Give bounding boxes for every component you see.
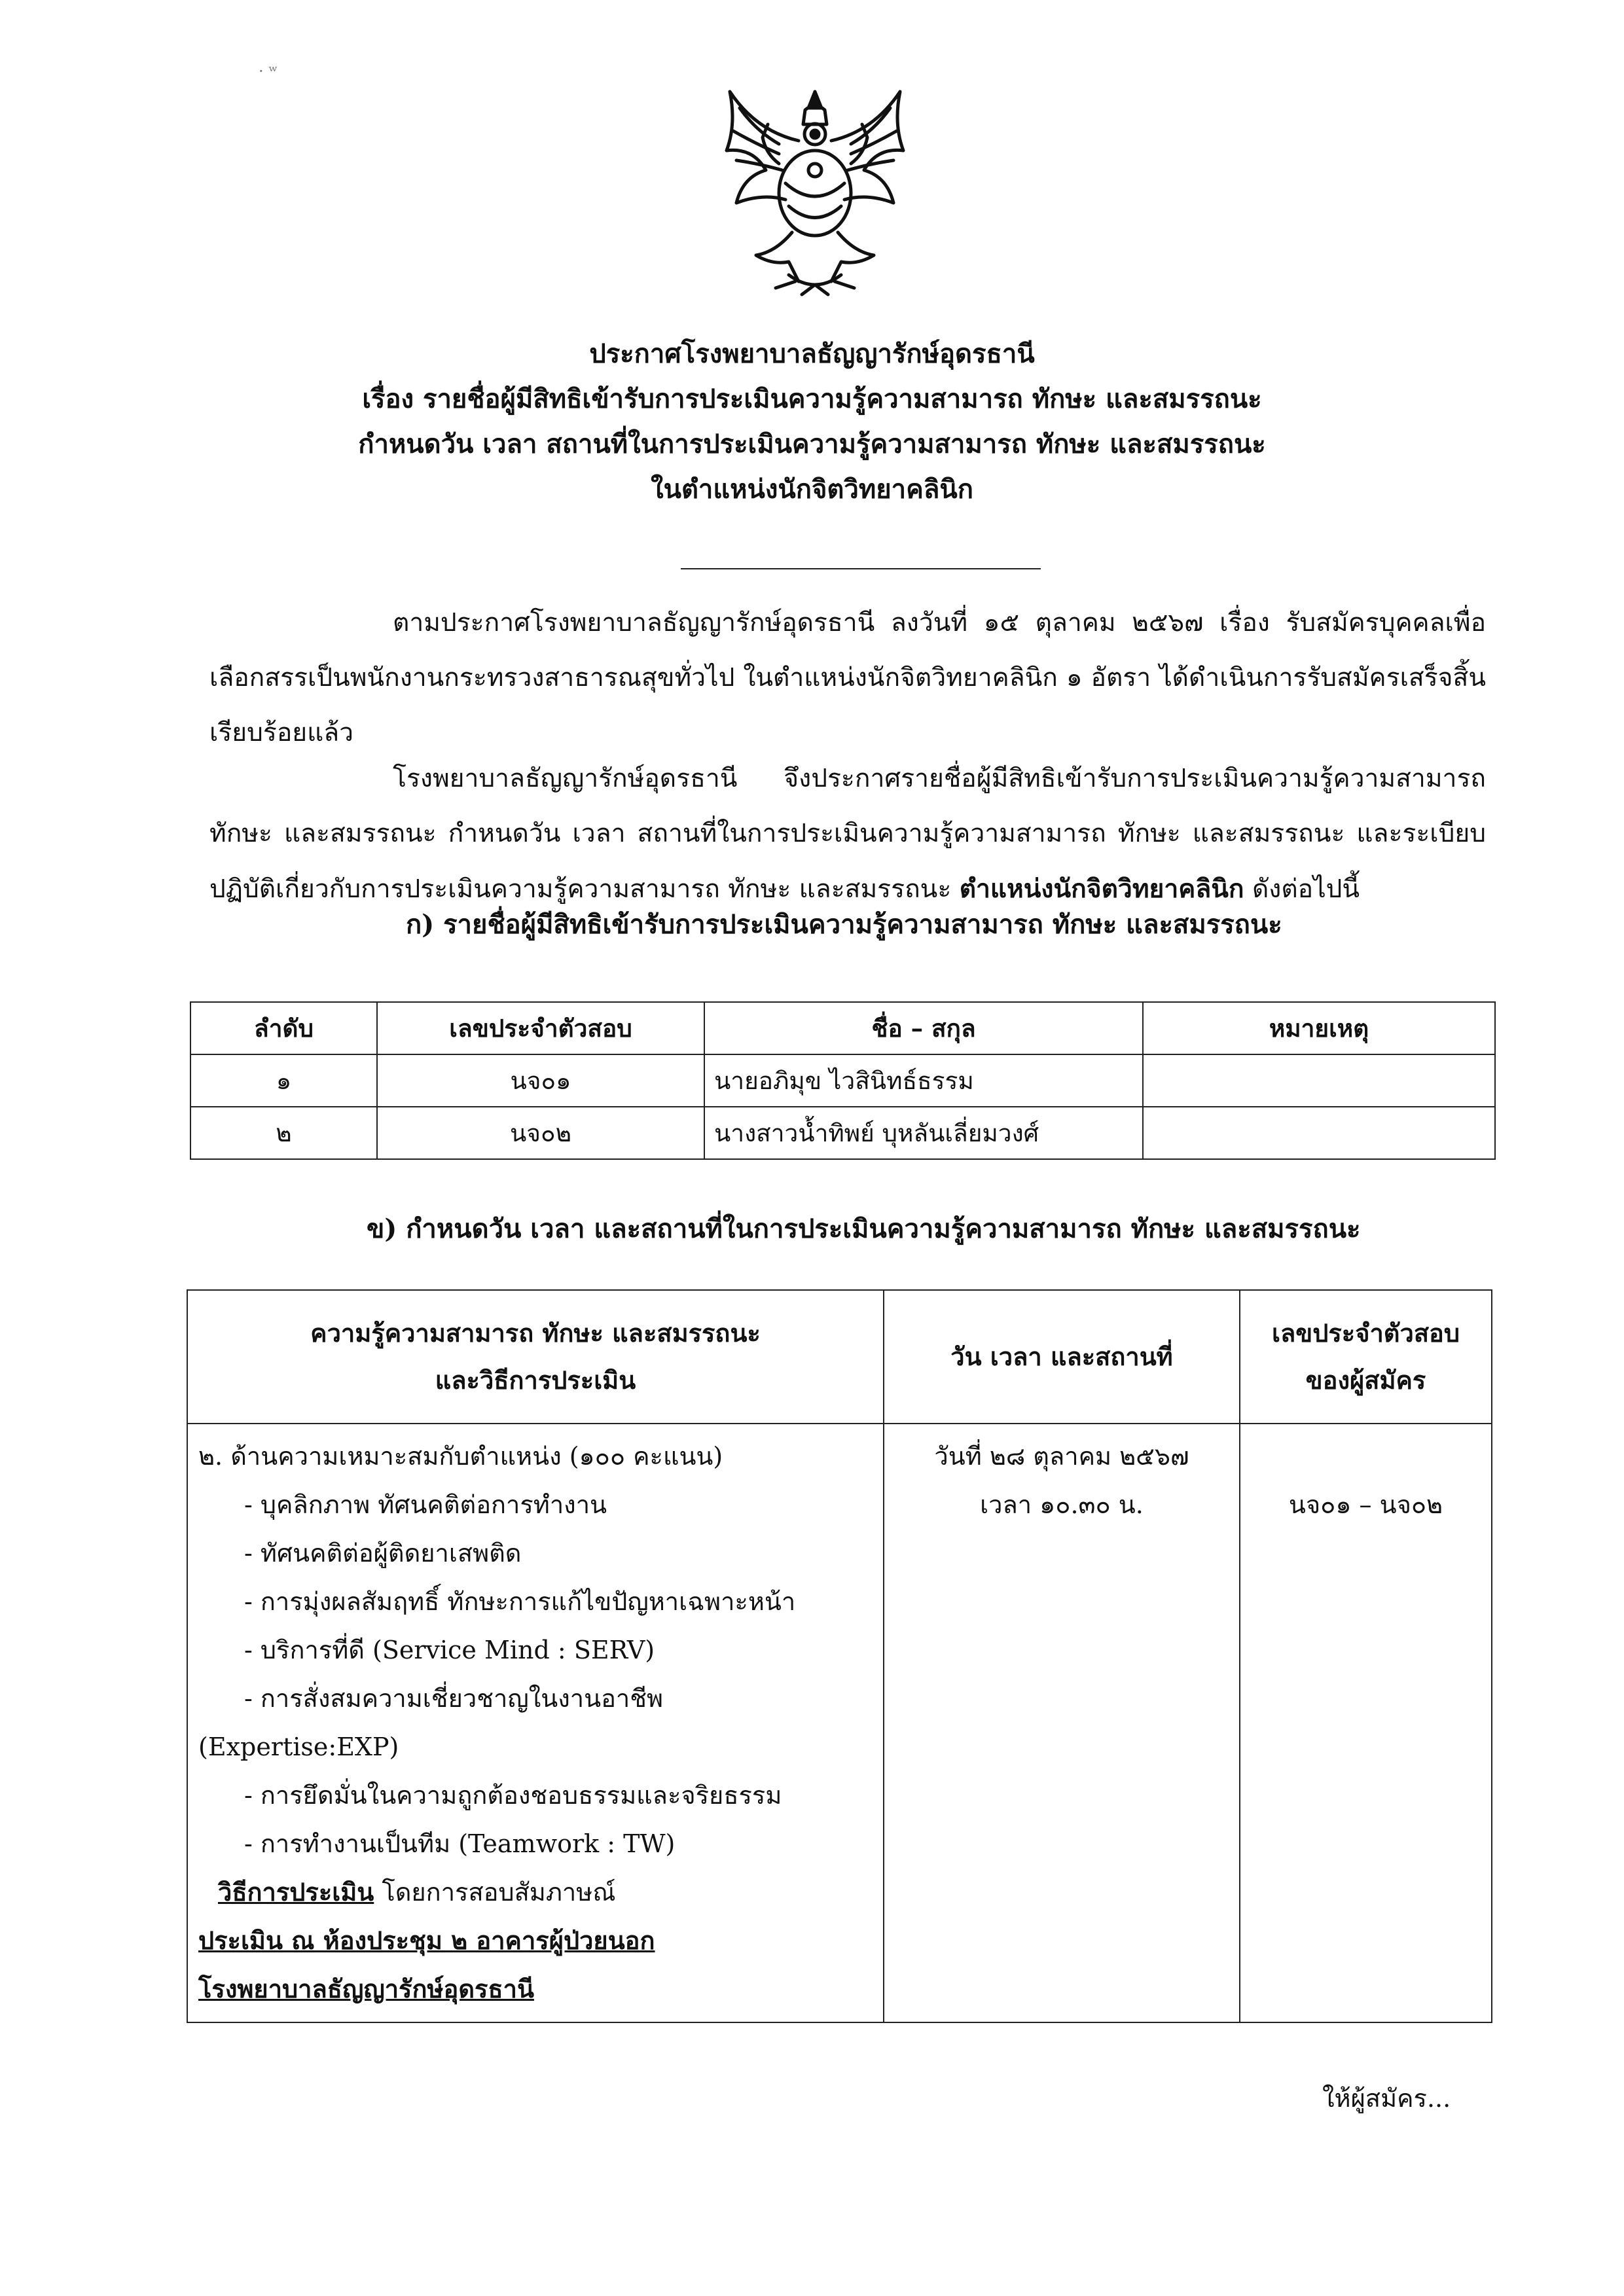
list-item: - การสั่งสมความเชี่ยวชาญในงานอาชีพ xyxy=(244,1684,664,1713)
cell-id: นจ๐๒ xyxy=(377,1107,704,1159)
table-row xyxy=(190,1107,1495,1159)
method-line: วิธีการประเมิน โดยการสอบสัมภาษณ์ xyxy=(218,1877,616,1907)
exam-time: เวลา ๑๐.๓๐ น. xyxy=(980,1490,1144,1519)
column-header-criteria: ความรู้ความสามารถ ทักษะ และสมรรถนะ และวิธีการประเมิน xyxy=(187,1290,884,1424)
table-header-row xyxy=(190,1002,1495,1054)
list-item: - การทำงานเป็นทีม (Teamwork : TW) xyxy=(244,1829,676,1858)
list-item: - บริการที่ดี (Service Mind : SERV) xyxy=(244,1636,655,1664)
place-line: ประเมิน ณ ห้องประชุม ๒ อาคารผู้ป่วยนอก xyxy=(198,1926,655,1955)
garuda-emblem-icon xyxy=(717,79,913,304)
divider xyxy=(681,568,1041,569)
exam-ids: นจ๐๑ – นจ๐๒ xyxy=(1288,1490,1443,1519)
criteria-cell xyxy=(187,1424,884,2022)
candidate-table xyxy=(190,1001,1496,1160)
topic: ๒. ด้านความเหมาะสมกับตำแหน่ง (๑๐๐ คะแนน) xyxy=(198,1442,723,1471)
cell-name: นายอภิมุข ไวสินิทธ์ธรรม xyxy=(704,1054,1143,1107)
column-header-datetime: วัน เวลา และสถานที่ xyxy=(884,1290,1240,1424)
column-header: ลำดับ xyxy=(190,1002,377,1054)
cell-note xyxy=(1143,1107,1495,1159)
subject-line-2: กำหนดวัน เวลา สถานที่ในการประเมินความรู้ความสามารถ ทักษะ และสมรรถนะ xyxy=(358,429,1266,459)
datetime-cell xyxy=(884,1424,1240,2022)
list-item: - ทัศนคติต่อผู้ติดยาเสพติด xyxy=(244,1539,522,1568)
scan-mark: · ʷ xyxy=(259,62,278,81)
list-item: - การยึดมั่นในความถูกต้องชอบธรรมและจริยธรรม xyxy=(244,1781,782,1810)
table-row xyxy=(187,1424,1492,2022)
exam-date: วันที่ ๒๘ ตุลาคม ๒๕๖๗ xyxy=(934,1442,1189,1471)
cell-name: นางสาวน้ำทิพย์ บุหลันเลี่ยมวงศ์ xyxy=(704,1107,1143,1159)
cell-id: นจ๐๑ xyxy=(377,1054,704,1107)
schedule-table xyxy=(187,1289,1492,2023)
continuation-note: ให้ผู้สมัคร... xyxy=(1322,2084,1451,2113)
cell-note xyxy=(1143,1054,1495,1107)
column-header: ชื่อ – สกุล xyxy=(704,1002,1143,1054)
cell-no: ๑ xyxy=(190,1054,377,1107)
list-item: - การมุ่งผลสัมฤทธิ์ ทักษะการแก้ไขปัญหาเฉพาะหน้า xyxy=(244,1587,796,1616)
subject-line: เรื่อง รายชื่อผู้มีสิทธิเข้ารับการประเมินความรู้ความสามารถ ทักษะ และสมรรถนะ xyxy=(362,384,1262,414)
column-header: เลขประจำตัวสอบ xyxy=(377,1002,704,1054)
list-item: - บุคลิกภาพ ทัศนคติต่อการทำงาน xyxy=(244,1490,607,1519)
method-label: วิธีการประเมิน xyxy=(218,1877,374,1907)
subject-position: ในตำแหน่งนักจิตวิทยาคลินิก xyxy=(651,474,973,505)
table-row xyxy=(190,1054,1495,1107)
cell-no: ๒ xyxy=(190,1107,377,1159)
section-b-heading: ข) กำหนดวัน เวลา และสถานที่ในการประเมินความรู้ความสามารถ ทักษะ และสมรรถนะ xyxy=(367,1213,1361,1244)
paragraph-announcement: โรงพยาบาลธัญญารักษ์อุดรธานี จึงประกาศรายชื่อผู้มีสิทธิเข้ารับการประเมินความรู้ความสามารถ ทักษะ และสมรรถนะ กำหนดวัน เวลา สถานที่ในการประเมินความรู้ความสามารถ ทักษะ และสมรรถนะ และระเบียบปฏิบัติเกี่ยวกับการประเมินความรู้ความสามารถ ทักษะ และสมรรถนะ ตำแหน่งนักจิตวิทยาคลินิก ดังต่อไปนี้ xyxy=(209,764,1486,904)
place-line: โรงพยาบาลธัญญารักษ์อุดรธานี xyxy=(198,1974,534,2003)
column-header: หมายเหตุ xyxy=(1143,1002,1495,1054)
column-header-ids: เลขประจำตัวสอบ ของผู้สมัคร xyxy=(1240,1290,1492,1424)
position-name: ตำแหน่งนักจิตวิทยาคลินิก xyxy=(959,874,1244,904)
announcement-title: ประกาศโรงพยาบาลธัญญารักษ์อุดรธานี xyxy=(589,338,1035,369)
ids-cell xyxy=(1240,1424,1492,2022)
list-item-wrap: (Expertise:EXP) xyxy=(198,1732,399,1761)
paragraph-intro: ตามประกาศโรงพยาบาลธัญญารักษ์อุดรธานี ลงวันที่ ๑๕ ตุลาคม ๒๕๖๗ เรื่อง รับสมัครบุคคลเพื่อเลือกสรรเป็นพนักงานกระทรวงสาธารณสุขทั่วไป ในตำแหน่งนักจิตวิทยาคลินิก ๑ อัตรา ได้ดำเนินการรับสมัครเสร็จสิ้นเรียบร้อยแล้ว xyxy=(209,608,1486,747)
table-header-row xyxy=(187,1290,1492,1424)
section-a-heading: ก) รายชื่อผู้มีสิทธิเข้ารับการประเมินความรู้ความสามารถ ทักษะ และสมรรถนะ xyxy=(406,909,1282,940)
